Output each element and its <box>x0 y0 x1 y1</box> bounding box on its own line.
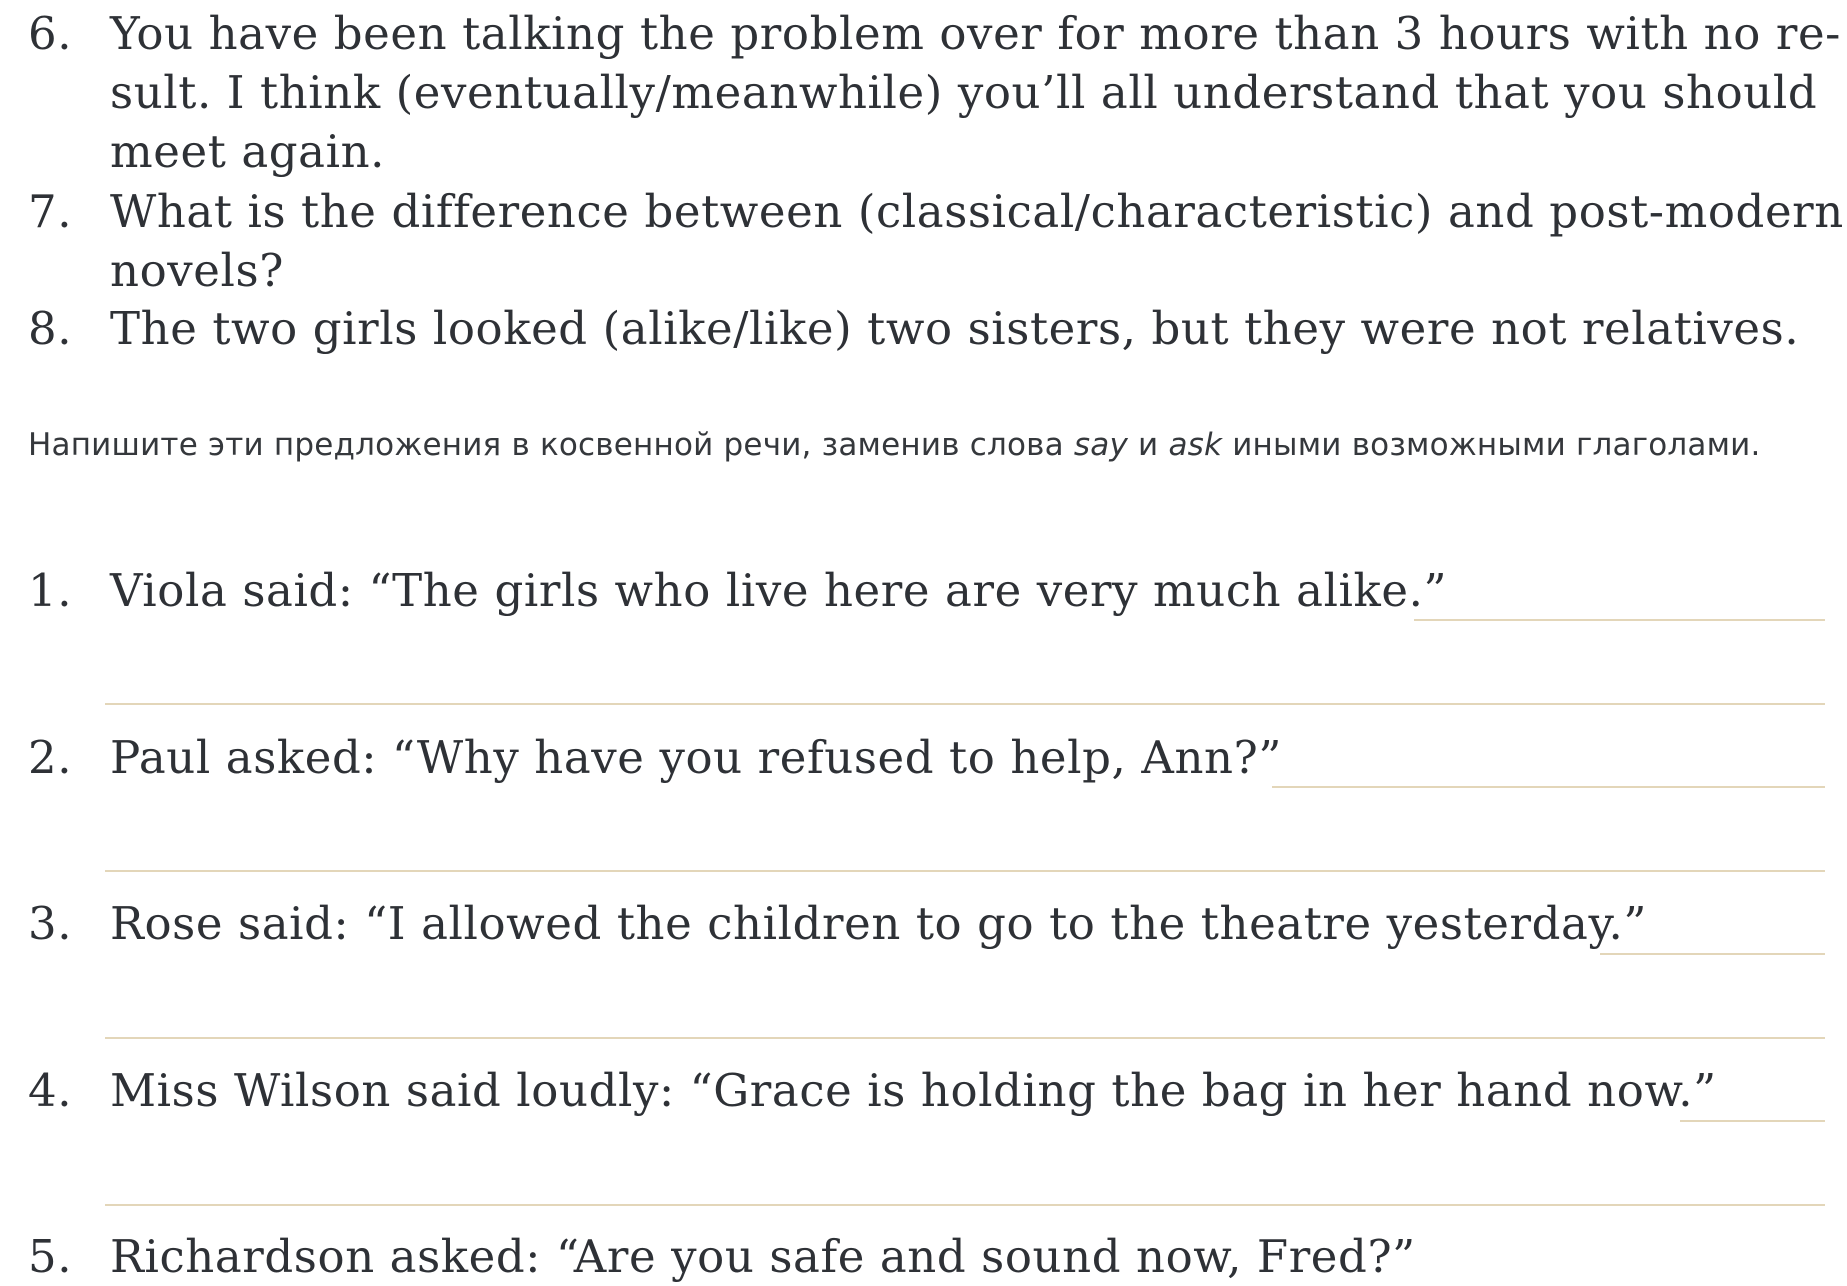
item-number: 5. <box>28 1230 73 1283</box>
item-sentence: Rose said: “I allowed the children to go to the theatre yesterday.” <box>110 897 1648 950</box>
item-number: 8. <box>28 302 73 355</box>
item-text-line: The two girls looked (alike/like) two sisters, but they were not relatives. <box>110 302 1800 355</box>
instruction-word-say: say <box>1073 427 1128 463</box>
item-text-line: meet again. <box>110 125 386 178</box>
answer-line[interactable] <box>105 1037 1825 1039</box>
instruction-word-ask: ask <box>1168 427 1223 463</box>
answer-line[interactable] <box>105 870 1825 872</box>
instruction-text: иными возможными глаголами. <box>1222 427 1761 463</box>
item-text-line: You have been talking the problem over for more than 3 hours with no re- <box>110 7 1841 60</box>
item-text-line: novels? <box>110 244 284 297</box>
item-sentence: Paul asked: “Why have you refused to help, Ann?” <box>110 731 1282 784</box>
item-number: 7. <box>28 185 73 238</box>
item-number: 4. <box>28 1064 73 1117</box>
answer-line[interactable] <box>1272 786 1825 788</box>
answer-line[interactable] <box>1600 953 1825 955</box>
item-number: 2. <box>28 731 73 784</box>
item-sentence: Richardson asked: “Are you safe and sound now, Fred?” <box>110 1230 1416 1283</box>
answer-line[interactable] <box>1414 619 1825 621</box>
item-text-line: What is the difference between (classical/characteristic) and post-modern <box>110 185 1844 238</box>
item-number: 6. <box>28 7 73 60</box>
item-number: 3. <box>28 897 73 950</box>
answer-line[interactable] <box>105 1204 1825 1206</box>
answer-line[interactable] <box>1680 1120 1825 1122</box>
item-number: 1. <box>28 564 73 617</box>
exercise-instruction <box>28 420 1828 470</box>
instruction-text: Напишите эти предложения в косвенной речи, заменив слова <box>28 427 1074 463</box>
item-sentence: Viola said: “The girls who live here are very much alike.” <box>110 564 1448 617</box>
item-sentence: Miss Wilson said loudly: “Grace is holding the bag in her hand now.” <box>110 1064 1717 1117</box>
item-text-line: sult. I think (eventually/meanwhile) you’ll all understand that you should <box>110 66 1818 119</box>
answer-line[interactable] <box>105 703 1825 705</box>
instruction-text: и <box>1127 427 1169 463</box>
